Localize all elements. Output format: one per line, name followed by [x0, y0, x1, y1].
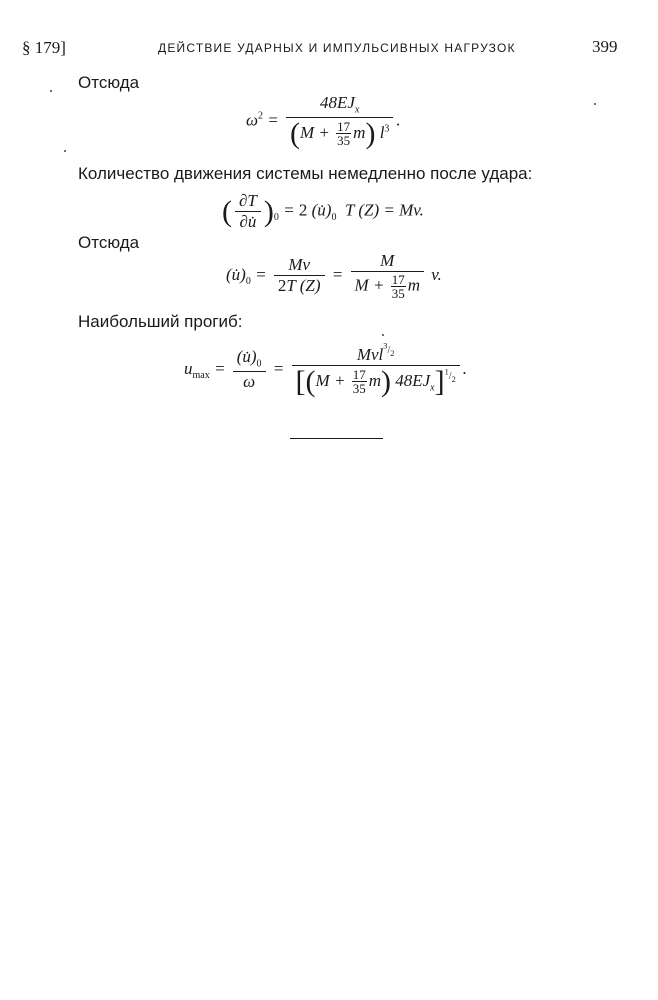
- paragraph-hence-2: Отсюда: [78, 233, 140, 252]
- scan-speck: [382, 334, 384, 336]
- equation-omega-squared: $\omega^2$ = $48EJ_x$ (M + $\frac{17}{35}$ m) $l^3$ .: [246, 93, 401, 150]
- scan-speck: [50, 90, 52, 92]
- paragraph-max-deflection: Наибольший прогиб:: [78, 312, 243, 331]
- page-number: 399: [592, 37, 618, 56]
- scan-speck: [64, 150, 66, 152]
- equation-momentum: ( $\frac{\partial T}{\partial u̇}$ )$_0 = 2$ $(u̇)_0$ T (Z) = Mv.: [222, 191, 424, 231]
- paragraph-hence-1: Отсюда: [78, 73, 140, 92]
- end-rule: [290, 438, 383, 439]
- section-number: § 179]: [22, 38, 66, 57]
- equation-max-deflection: $u_{max}$ = $\frac{(u̇)_0}{\omega}$ = Mvl$^{^3/_2}$ [(M + $\frac{17}{35}$ m) $48EJ_x]^{^1/_2}$ .: [184, 342, 467, 398]
- paragraph-momentum: Количество движения системы немедленно после удара:: [78, 164, 533, 183]
- running-title: ДЕЙСТВИЕ УДАРНЫХ И ИМПУЛЬСИВНЫХ НАГРУЗОК: [158, 41, 516, 55]
- equation-initial-velocity: $(u̇)_0$ = $\frac{Mv}{2T (Z)}$ = M M + $\frac{17}{35}$ m v.: [226, 251, 442, 301]
- scan-speck: [594, 103, 596, 105]
